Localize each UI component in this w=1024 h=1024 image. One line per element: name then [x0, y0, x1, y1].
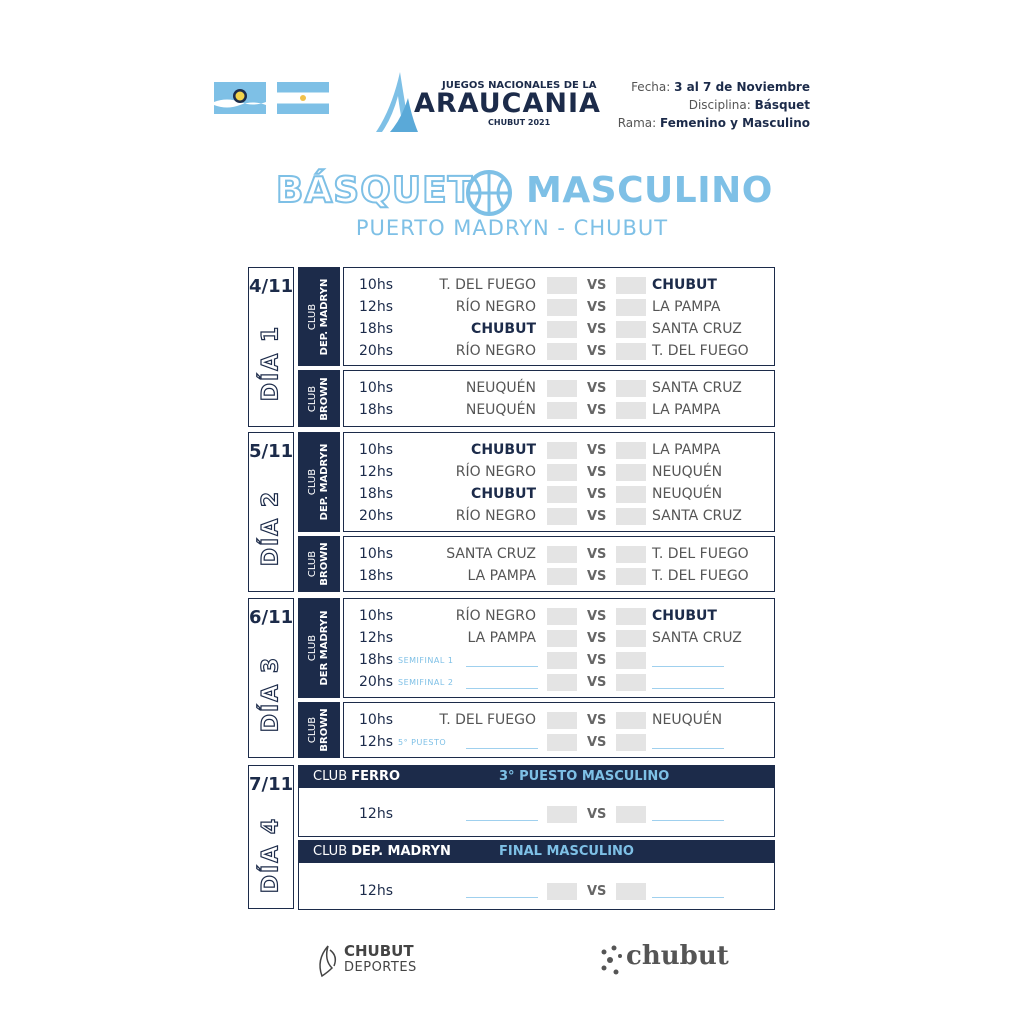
- club-name: BROWN: [319, 542, 330, 586]
- score-box: [616, 277, 646, 294]
- game-row: [344, 462, 774, 484]
- score-box: [547, 464, 577, 481]
- score-box: [547, 380, 577, 397]
- game-time: 10hs: [359, 380, 393, 396]
- game-time: 12hs: [359, 806, 393, 822]
- game-row: [344, 628, 774, 650]
- score-box: [547, 568, 577, 585]
- game-row: [344, 297, 774, 319]
- club-prefix: CLUB: [313, 844, 348, 859]
- vs-label: VS: [587, 278, 607, 293]
- away-team: SANTA CRUZ: [652, 380, 742, 396]
- away-team: T. DEL FUEGO: [652, 343, 749, 359]
- game-row: [344, 732, 774, 754]
- game-time: 12hs: [359, 734, 393, 750]
- score-box: [547, 299, 577, 316]
- away-team: NEUQUÉN: [652, 486, 723, 502]
- chubut-flag-icon: [214, 82, 266, 114]
- away-team: CHUBUT: [652, 608, 717, 624]
- club-name: DEP. MADRYN: [319, 278, 330, 355]
- score-box: [547, 630, 577, 647]
- games-list: [343, 598, 775, 698]
- games-list: [343, 267, 775, 366]
- argentina-flag-icon: [277, 82, 329, 114]
- home-team: RÍO NEGRO: [455, 343, 536, 359]
- score-box: [616, 734, 646, 751]
- club-name: DEP. MADRYN: [319, 443, 330, 521]
- score-box: [616, 343, 646, 360]
- game-row: [344, 650, 774, 672]
- club-prefix: CLUB: [313, 769, 348, 784]
- away-team: LA PAMPA: [652, 299, 721, 315]
- game-time: 12hs: [359, 464, 393, 480]
- logo-line1: JUEGOS NACIONALES DE LA: [442, 80, 597, 91]
- score-box: [547, 343, 577, 360]
- team-blank: [466, 820, 538, 821]
- vs-label: VS: [587, 547, 607, 562]
- club-prefix: CLUB: [307, 303, 318, 330]
- game-time: 18hs: [359, 402, 393, 418]
- rama-value: Femenino y Masculino: [660, 116, 810, 130]
- club-name: BROWN: [319, 376, 330, 421]
- score-box: [616, 486, 646, 503]
- vs-label: VS: [587, 569, 607, 584]
- away-team: SANTA CRUZ: [652, 630, 742, 646]
- vs-label: VS: [587, 609, 607, 624]
- round-tag: SEMIFINAL 2: [398, 678, 454, 687]
- team-blank: [466, 666, 538, 667]
- game-row: [344, 606, 774, 628]
- game-time: 20hs: [359, 508, 393, 524]
- logo-line2: CHUBUT 2021: [488, 118, 551, 127]
- final-title: FINAL MASCULINO: [499, 844, 634, 859]
- game-row: [344, 440, 774, 462]
- home-team: RÍO NEGRO: [455, 299, 536, 315]
- disciplina-value: Básquet: [754, 98, 810, 112]
- team-blank: [466, 897, 538, 898]
- team-blank: [466, 748, 538, 749]
- category-title: MASCULINO: [526, 170, 773, 211]
- sport-title: BÁSQUET: [276, 170, 474, 211]
- game-time: 12hs: [359, 883, 393, 899]
- score-box: [547, 321, 577, 338]
- away-team: SANTA CRUZ: [652, 321, 742, 337]
- game-time: 12hs: [359, 299, 393, 315]
- home-team: RÍO NEGRO: [455, 508, 536, 524]
- team-blank: [652, 748, 724, 749]
- home-team: LA PAMPA: [467, 568, 536, 584]
- vs-label: VS: [587, 344, 607, 359]
- team-blank: [466, 688, 538, 689]
- game-row: [344, 319, 774, 341]
- score-box: [547, 508, 577, 525]
- team-blank: [652, 688, 724, 689]
- club-prefix: CLUB: [307, 468, 318, 496]
- club-label-madryn: [298, 267, 340, 366]
- day-date: 4/11: [249, 276, 294, 297]
- vs-label: VS: [587, 884, 607, 899]
- score-box: [616, 712, 646, 729]
- home-team: NEUQUÉN: [465, 380, 536, 396]
- score-box: [547, 734, 577, 751]
- round-tag: SEMIFINAL 1: [398, 656, 454, 665]
- game-row: [344, 506, 774, 528]
- club-prefix: CLUB: [307, 385, 318, 412]
- day-label: DÍA 1: [258, 324, 284, 402]
- footer-right-text: chubut: [626, 941, 729, 971]
- score-box: [616, 321, 646, 338]
- club-name: BROWN: [319, 708, 330, 752]
- final-game-row: [344, 804, 776, 826]
- game-time: 10hs: [359, 277, 393, 293]
- final-header: [299, 841, 774, 863]
- basketball-icon: [464, 168, 514, 218]
- club-label-brown: [298, 370, 340, 427]
- score-box: [616, 546, 646, 563]
- game-row: [344, 378, 774, 400]
- day-box: [248, 267, 294, 427]
- home-team: T. DEL FUEGO: [439, 712, 536, 728]
- footer-left-line1: CHUBUT: [344, 942, 414, 960]
- vs-label: VS: [587, 735, 607, 750]
- day-date: 5/11: [249, 441, 294, 462]
- home-team: SANTA CRUZ: [446, 546, 536, 562]
- vs-label: VS: [587, 381, 607, 396]
- score-box: [547, 546, 577, 563]
- games-list: [343, 702, 775, 758]
- away-team: NEUQUÉN: [652, 712, 723, 728]
- vs-label: VS: [587, 300, 607, 315]
- club-name: FERRO: [351, 769, 401, 784]
- location-subtitle: PUERTO MADRYN - CHUBUT: [355, 216, 669, 240]
- score-box: [547, 883, 577, 900]
- score-box: [547, 402, 577, 419]
- score-box: [547, 652, 577, 669]
- team-blank: [652, 820, 724, 821]
- vs-label: VS: [587, 631, 607, 646]
- club-name: DEP. MADRYN: [351, 844, 451, 859]
- game-row: [344, 672, 774, 694]
- vs-label: VS: [587, 509, 607, 524]
- game-time: 18hs: [359, 568, 393, 584]
- home-team: RÍO NEGRO: [455, 464, 536, 480]
- day-date: 7/11: [249, 774, 294, 795]
- home-team: CHUBUT: [471, 486, 536, 502]
- score-box: [616, 380, 646, 397]
- vs-label: VS: [587, 713, 607, 728]
- score-box: [616, 883, 646, 900]
- score-box: [616, 508, 646, 525]
- game-row: [344, 710, 774, 732]
- game-row: [344, 400, 774, 422]
- disciplina-label: Disciplina:: [688, 98, 751, 112]
- final-box: [298, 765, 775, 837]
- vs-label: VS: [587, 487, 607, 502]
- day-box: [248, 598, 294, 758]
- games-list: [343, 370, 775, 427]
- score-box: [547, 277, 577, 294]
- games-list: [343, 536, 775, 592]
- home-team: NEUQUÉN: [465, 402, 536, 418]
- home-team: T. DEL FUEGO: [439, 277, 536, 293]
- day-label: DÍA 2: [258, 489, 284, 567]
- game-time: 12hs: [359, 630, 393, 646]
- vs-label: VS: [587, 653, 607, 668]
- game-time: 18hs: [359, 321, 393, 337]
- home-team: RÍO NEGRO: [455, 608, 536, 624]
- game-time: 20hs: [359, 343, 393, 359]
- game-row: [344, 484, 774, 506]
- score-box: [616, 630, 646, 647]
- day-box: [248, 765, 294, 909]
- club-prefix: CLUB: [307, 634, 318, 662]
- game-time: 10hs: [359, 442, 393, 458]
- game-row: [344, 275, 774, 297]
- vs-label: VS: [587, 443, 607, 458]
- score-box: [547, 712, 577, 729]
- score-box: [547, 806, 577, 823]
- team-blank: [652, 666, 724, 667]
- score-box: [616, 442, 646, 459]
- game-row: [344, 544, 774, 566]
- final-header: [299, 766, 774, 788]
- vs-label: VS: [587, 322, 607, 337]
- round-tag: 5° PUESTO: [398, 738, 447, 747]
- score-box: [616, 652, 646, 669]
- logo-main: ARAUCANIA: [414, 88, 601, 119]
- vs-label: VS: [587, 675, 607, 690]
- club-name: DER MADRYN: [319, 610, 330, 686]
- day-label: DÍA 4: [258, 817, 284, 894]
- game-time: 10hs: [359, 712, 393, 728]
- home-team: LA PAMPA: [467, 630, 536, 646]
- game-row: [344, 341, 774, 363]
- game-row: [344, 566, 774, 588]
- final-title: 3° PUESTO MASCULINO: [499, 769, 670, 784]
- away-team: LA PAMPA: [652, 442, 721, 458]
- club-label-madryn: [298, 432, 340, 532]
- page-title: [276, 170, 773, 214]
- final-box: [298, 840, 775, 910]
- score-box: [616, 299, 646, 316]
- home-team: CHUBUT: [471, 442, 536, 458]
- game-time: 18hs: [359, 486, 393, 502]
- score-box: [616, 806, 646, 823]
- score-box: [547, 486, 577, 503]
- team-blank: [652, 897, 724, 898]
- rama-label: Rama:: [617, 116, 657, 130]
- home-team: CHUBUT: [471, 321, 536, 337]
- away-team: SANTA CRUZ: [652, 508, 742, 524]
- score-box: [616, 608, 646, 625]
- fecha-value: 3 al 7 de Noviembre: [674, 80, 810, 94]
- score-box: [547, 442, 577, 459]
- score-box: [616, 568, 646, 585]
- games-list: [343, 432, 775, 532]
- away-team: CHUBUT: [652, 277, 717, 293]
- final-game-row: [344, 881, 776, 903]
- score-box: [616, 674, 646, 691]
- vs-label: VS: [587, 465, 607, 480]
- away-team: NEUQUÉN: [652, 464, 723, 480]
- vs-label: VS: [587, 403, 607, 418]
- club-prefix: CLUB: [307, 550, 318, 578]
- score-box: [547, 674, 577, 691]
- away-team: T. DEL FUEGO: [652, 546, 749, 562]
- day-date: 6/11: [249, 607, 294, 628]
- away-team: T. DEL FUEGO: [652, 568, 749, 584]
- event-info: [618, 78, 810, 132]
- score-box: [616, 402, 646, 419]
- score-box: [616, 464, 646, 481]
- fecha-label: Fecha:: [631, 80, 671, 94]
- game-time: 10hs: [359, 608, 393, 624]
- game-time: 10hs: [359, 546, 393, 562]
- club-label-madryn: [298, 598, 340, 698]
- game-time: 18hs: [359, 652, 393, 668]
- game-time: 20hs: [359, 674, 393, 690]
- away-team: LA PAMPA: [652, 402, 721, 418]
- day-label: DÍA 3: [258, 655, 284, 733]
- club-label-brown: [298, 702, 340, 758]
- day-box: [248, 432, 294, 592]
- club-prefix: CLUB: [307, 716, 318, 744]
- score-box: [547, 608, 577, 625]
- footer-left-line2: DEPORTES: [344, 960, 417, 975]
- vs-label: VS: [587, 807, 607, 822]
- club-label-brown: [298, 536, 340, 592]
